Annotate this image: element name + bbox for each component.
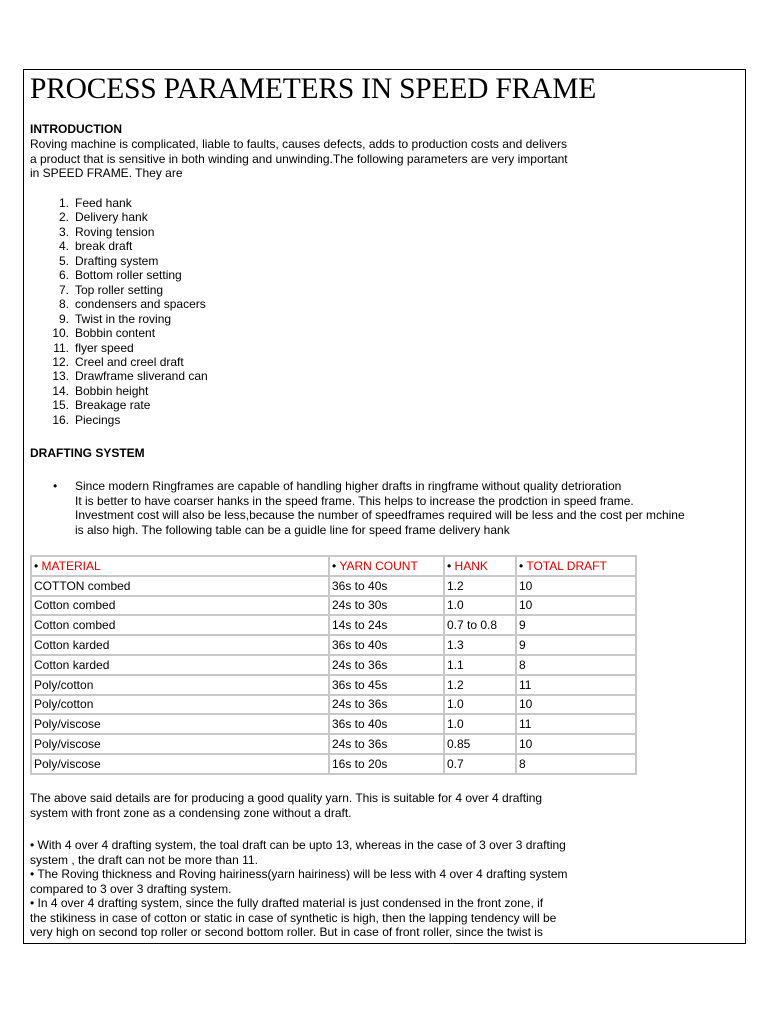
- total-draft-cell: 10: [516, 596, 636, 616]
- yarn-count-cell: 36s to 40s: [329, 714, 444, 734]
- notes-line: system with front zone as a condensing zone without a draft.: [30, 805, 352, 820]
- bullet-line: It is better to have coarser hanks in the speed frame. This helps to increase the prodction in speed frame.: [75, 493, 634, 508]
- bullet-line: • The Roving thickness and Roving hairiness(yarn hairiness) will be less with 4 over 4 drafting system: [30, 867, 568, 881]
- yarn-count-cell: 24s to 36s: [329, 655, 444, 675]
- yarn-count-cell: 24s to 36s: [329, 734, 444, 754]
- bullet-line: Since modern Ringframes are capable of handling higher drafts in ringframe without quality detrioration: [75, 479, 622, 493]
- total-draft-cell: 8: [516, 754, 636, 774]
- page-title: PROCESS PARAMETERS IN SPEED FRAME: [30, 73, 597, 105]
- parameter-label: Piecings: [75, 412, 121, 427]
- hank-cell: 0.7 to 0.8: [444, 615, 516, 635]
- parameter-number: 7.: [58, 282, 69, 297]
- parameter-number: 13.: [52, 369, 69, 384]
- hank-cell: 1.1: [444, 655, 516, 675]
- table-row: [31, 734, 636, 754]
- hank-cell: 1.0: [444, 596, 516, 616]
- parameter-item: [30, 210, 208, 224]
- parameter-number: 14.: [52, 383, 69, 398]
- parameter-label: Drafting system: [75, 253, 159, 268]
- document-frame: [23, 69, 746, 944]
- drafting-system-heading: DRAFTING SYSTEM: [30, 446, 145, 460]
- bullet-line: system , the draft can not be more than 11.: [30, 852, 258, 867]
- parameter-label: Delivery hank: [75, 210, 148, 225]
- drafting-system-bullet: [53, 479, 685, 537]
- parameter-label: Bobbin height: [75, 383, 149, 398]
- parameter-label: Feed hank: [75, 196, 132, 210]
- comparison-bullets: [30, 838, 568, 940]
- parameter-label: Creel and creel draft: [75, 354, 184, 369]
- parameter-number: 10.: [52, 326, 69, 341]
- total-draft-cell: 10: [516, 695, 636, 715]
- hank-cell: 1.3: [444, 635, 516, 655]
- table-row: [31, 655, 636, 675]
- bullet-line: • With 4 over 4 drafting system, the toal draft can be upto 13, whereas in the case of 3 over 3 drafting: [30, 838, 566, 852]
- header-bullet: •: [447, 558, 455, 573]
- parameter-item: [30, 355, 208, 369]
- bullet-text: [75, 479, 685, 537]
- delivery-hank-table: [30, 555, 637, 775]
- table-header-row: [31, 556, 636, 576]
- bullet-line: the stikiness in case of cotton or static in case of synthetic is high, then the lapping tendency will be: [30, 910, 557, 925]
- material-cell: Poly/viscose: [31, 734, 329, 754]
- parameter-item: [30, 268, 208, 282]
- table-row: [31, 576, 636, 596]
- header-cell: [516, 556, 636, 576]
- introduction-line: a product that is sensitive in both winding and unwinding.The following parameters are very important: [30, 151, 568, 166]
- introduction-line: Roving machine is complicated, liable to faults, causes defects, adds to production costs and delivers: [30, 137, 567, 151]
- table-row: [31, 714, 636, 734]
- material-cell: Poly/viscose: [31, 714, 329, 734]
- parameter-label: condensers and spacers: [75, 297, 206, 312]
- header-cell: [444, 556, 516, 576]
- header-bullet: •: [332, 558, 340, 573]
- parameter-number: 9.: [58, 311, 69, 326]
- parameter-item: [30, 312, 208, 326]
- parameter-number: 8.: [58, 297, 69, 312]
- parameter-item: [30, 254, 208, 268]
- introduction-line: in SPEED FRAME. They are: [30, 166, 183, 180]
- table-row: [31, 695, 636, 715]
- parameter-number: 1.: [58, 196, 69, 210]
- parameter-label: Bottom roller setting: [75, 268, 182, 283]
- total-draft-cell: 10: [516, 734, 636, 754]
- parameter-label: Twist in the roving: [75, 311, 172, 326]
- notes-line: The above said details are for producing a good quality yarn. This is suitable for 4 over 4 drafting: [30, 791, 543, 805]
- yarn-count-cell: 16s to 20s: [329, 754, 444, 774]
- total-draft-cell: 9: [516, 615, 636, 635]
- parameter-number: 11.: [53, 340, 69, 355]
- bullet-line: compared to 3 over 3 drafting system.: [30, 881, 232, 896]
- total-draft-cell: 9: [516, 635, 636, 655]
- hank-cell: 0.85: [444, 734, 516, 754]
- yarn-count-cell: 36s to 40s: [329, 635, 444, 655]
- table-row: [31, 754, 636, 774]
- table-row: [31, 615, 636, 635]
- bullet-symbol: •: [53, 479, 58, 493]
- yarn-count-cell: 36s to 40s: [329, 576, 444, 596]
- table-row: [31, 635, 636, 655]
- hank-cell: 1.2: [444, 675, 516, 695]
- parameter-number: 6.: [58, 268, 69, 283]
- parameter-label: Bobbin content: [75, 326, 156, 341]
- bullet-line: is also high. The following table can be a guidle line for speed frame delivery hank: [75, 522, 510, 537]
- table-row: [31, 675, 636, 695]
- header-label: YARN COUNT: [339, 558, 418, 573]
- parameter-number: 4.: [58, 239, 69, 254]
- header-bullet: •: [34, 558, 42, 573]
- material-cell: Poly/cotton: [31, 695, 329, 715]
- parameter-item: [30, 283, 208, 297]
- parameter-list: [30, 196, 208, 427]
- yarn-count-cell: 36s to 45s: [329, 675, 444, 695]
- introduction-text: [30, 137, 568, 181]
- yarn-count-cell: 24s to 30s: [329, 596, 444, 616]
- header-label: HANK: [454, 558, 488, 573]
- table-row: [31, 596, 636, 616]
- material-cell: Poly/cotton: [31, 675, 329, 695]
- bullet-line: • In 4 over 4 drafting system, since the fully drafted material is just condensed in the front zone, if: [30, 896, 544, 910]
- material-cell: Cotton combed: [31, 615, 329, 635]
- material-cell: Cotton karded: [31, 635, 329, 655]
- bullet-line: very high on second top roller or second bottom roller. But in case of front roller, since the twist is: [30, 925, 543, 939]
- parameter-item: [30, 341, 208, 355]
- parameter-label: Top roller setting: [75, 282, 164, 297]
- yarn-count-cell: 24s to 36s: [329, 695, 444, 715]
- parameter-number: 15.: [52, 398, 69, 413]
- yarn-count-cell: 14s to 24s: [329, 615, 444, 635]
- parameter-label: Drawframe sliverand can: [75, 369, 208, 384]
- parameter-item: [30, 225, 208, 239]
- hank-cell: 1.0: [444, 695, 516, 715]
- total-draft-cell: 11: [516, 714, 636, 734]
- parameter-item: [30, 239, 208, 253]
- bullet-line: Investment cost will also be less,because the number of speedframes required will be less and the cost per mchine: [75, 508, 685, 522]
- parameter-item: [30, 369, 208, 383]
- parameter-item: [30, 196, 208, 210]
- material-cell: Poly/viscose: [31, 754, 329, 774]
- header-cell: [329, 556, 444, 576]
- parameter-label: break draft: [75, 239, 133, 254]
- total-draft-cell: 11: [516, 675, 636, 695]
- table-body: [31, 576, 636, 774]
- hank-cell: 1.2: [444, 576, 516, 596]
- header-bullet: •: [519, 558, 527, 573]
- material-cell: COTTON combed: [31, 576, 329, 596]
- parameter-item: [30, 413, 208, 427]
- material-cell: Cotton combed: [31, 596, 329, 616]
- material-cell: Cotton karded: [31, 655, 329, 675]
- hank-cell: 0.7: [444, 754, 516, 774]
- parameter-number: 5.: [58, 253, 69, 268]
- parameter-number: 16.: [52, 412, 69, 427]
- total-draft-cell: 10: [516, 576, 636, 596]
- parameter-number: 3.: [58, 224, 69, 239]
- header-label: TOTAL DRAFT: [526, 558, 607, 573]
- header-cell: [31, 556, 329, 576]
- parameter-item: [30, 384, 208, 398]
- parameter-item: [30, 297, 208, 311]
- total-draft-cell: 8: [516, 655, 636, 675]
- parameter-number: 12.: [52, 354, 69, 369]
- parameter-label: Breakage rate: [75, 398, 151, 413]
- introduction-heading: INTRODUCTION: [30, 122, 122, 136]
- header-label: MATERIAL: [41, 558, 101, 573]
- parameter-label: flyer speed: [75, 340, 134, 355]
- hank-cell: 1.0: [444, 714, 516, 734]
- parameter-number: 2.: [58, 210, 69, 225]
- notes-paragraph: [30, 791, 542, 820]
- parameter-item: [30, 398, 208, 412]
- parameter-label: Roving tension: [75, 224, 155, 239]
- parameter-item: [30, 326, 208, 340]
